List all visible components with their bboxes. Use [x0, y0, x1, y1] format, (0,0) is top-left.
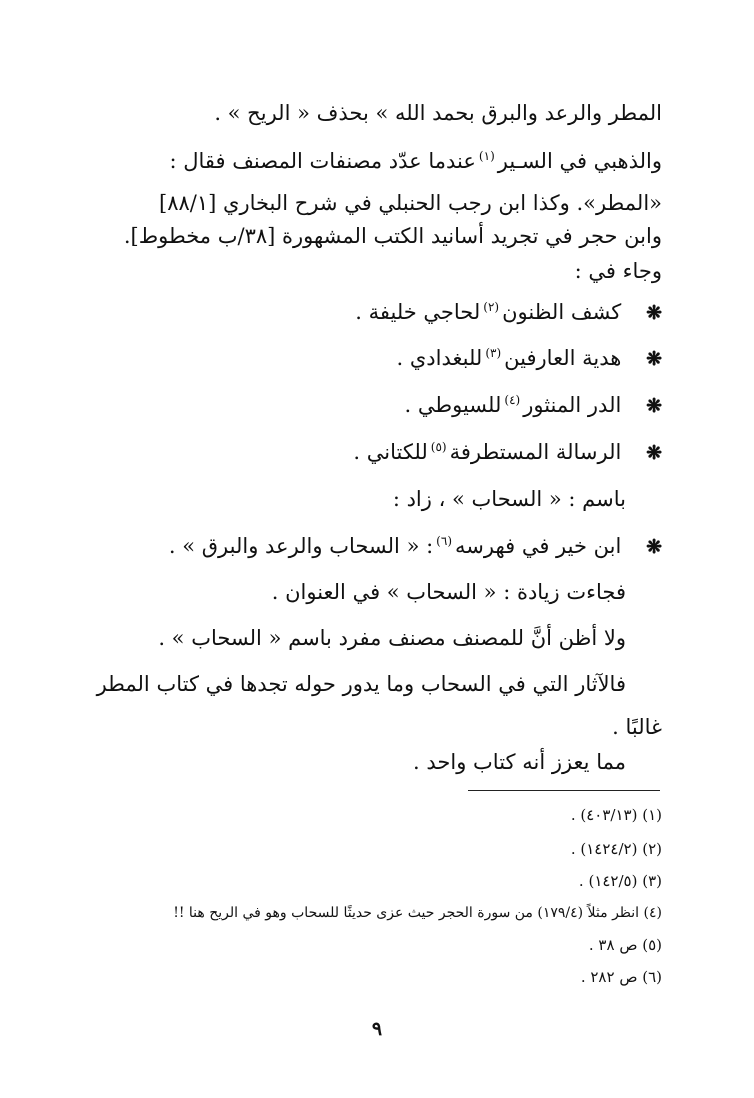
list-item-author: للسيوطي .: [404, 393, 502, 417]
page-number: ٩: [371, 1018, 383, 1040]
list-item-author: للبغدادي .: [396, 346, 483, 370]
asterism-bullet-icon: ❋: [646, 536, 662, 558]
list-item: [62, 343, 662, 374]
list-item-title: هدية العارفين: [504, 346, 622, 370]
footnote-ref-6[interactable]: (٦): [436, 534, 452, 548]
footnote-item: (٢) (١٤٢٤/٢) .: [570, 840, 662, 858]
list-item-title: الرسالة المستطرفة: [449, 440, 622, 464]
footnote-ref-5[interactable]: (٥): [430, 440, 447, 454]
list-item-title: الدر المنثور: [523, 393, 622, 417]
body-line-wala: ولا أظن أنَّ للمصنف مصنف مفرد باسم « السحاب » .: [158, 626, 626, 650]
list-item-author: لحاجي خليفة .: [355, 300, 481, 324]
list-item: [62, 390, 662, 421]
asterism-bullet-icon: ❋: [646, 395, 662, 417]
footnote-separator: [468, 790, 660, 791]
list-item-author: : « السحاب والرعد والبرق » .: [168, 534, 434, 558]
body-line-basim: باسم : « السحاب » ، زاد :: [392, 487, 626, 511]
footnote-ref-3[interactable]: (٣): [485, 346, 502, 360]
body-line-5: وجاء في :: [574, 259, 662, 283]
body-line-2-end: عندما عدّد مصنفات المصنف فقال :: [169, 149, 476, 173]
body-line-3: «المطر». وكذا ابن رجب الحنبلي في شرح البخاري [٨٨/١]: [159, 191, 662, 215]
list-item: [62, 531, 662, 562]
asterism-bullet-icon: ❋: [646, 442, 662, 464]
body-line-fajaat: فجاءت زيادة : « السحاب » في العنوان .: [271, 580, 626, 604]
asterism-bullet-icon: ❋: [646, 302, 662, 324]
footnote-item: (٣) (١٤٢/٥) .: [578, 872, 662, 890]
footnote-item: (١) (٤٠٣/١٣) .: [570, 806, 662, 824]
body-line-faathar: فالآثار التي في السحاب وما يدور حوله تجدها في كتاب المطر: [96, 672, 626, 696]
list-item-author: للكتاني .: [353, 440, 428, 464]
footnote-item: (٤) انظر مثلاً (١٧٩/٤) من سورة الحجر حيث عزى حديثًا للسحاب وهو في الريح هنا !!: [173, 905, 662, 921]
footnote-item: (٥) ص ٣٨ .: [588, 936, 662, 954]
body-line-ghaliban: غالبًا .: [612, 715, 662, 739]
list-item-title: ابن خير في فهرسه: [455, 534, 622, 558]
list-item-title: كشف الظنون: [502, 300, 622, 324]
body-line-mimma: مما يعزز أنه كتاب واحد .: [413, 750, 626, 774]
list-item: [62, 297, 662, 328]
body-line-2: [62, 146, 662, 176]
list-item: [62, 437, 662, 468]
asterism-bullet-icon: ❋: [646, 348, 662, 370]
footnote-item: (٦) ص ٢٨٢ .: [580, 968, 662, 986]
footnote-ref-1[interactable]: (١): [478, 149, 495, 163]
body-line-2-start: والذهبي في السـير: [497, 149, 662, 173]
body-line-1: المطر والرعد والبرق بحمد الله » بحذف « الريح » .: [214, 101, 662, 125]
footnote-ref-2[interactable]: (٢): [483, 300, 500, 314]
body-line-4: وابن حجر في تجريد أسانيد الكتب المشهورة [٣٨/ب مخطوط].: [123, 224, 662, 248]
footnote-ref-4[interactable]: (٤): [504, 393, 521, 407]
